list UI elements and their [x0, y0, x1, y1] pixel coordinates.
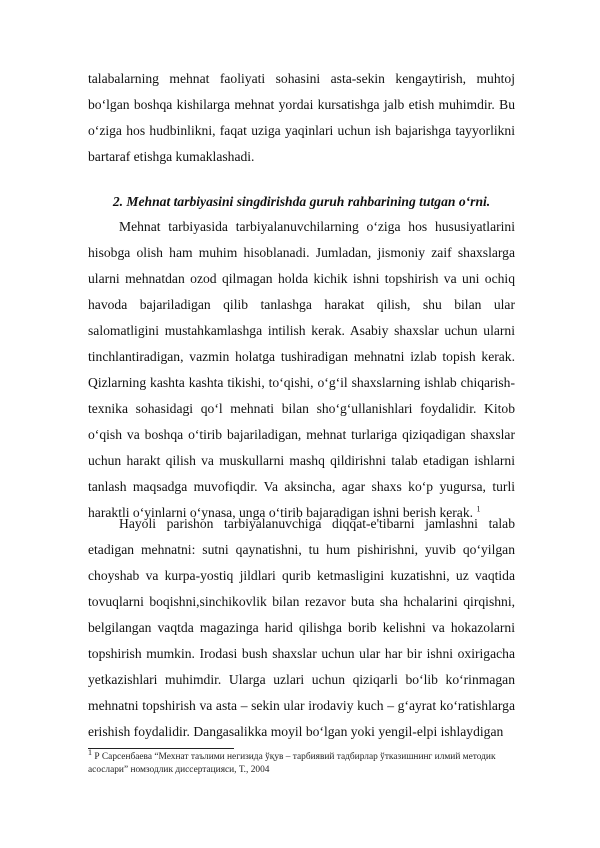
footnote: [88, 747, 515, 777]
footnote-number: 1: [88, 747, 92, 757]
paragraph-2: [88, 214, 515, 526]
footnote-text: Р Сарсенбаева “Мехнат таълими негизида ўқув – тарбиявий тадбирлар ўтказишнинг илмий методик асослари” номзодлик диссертацияси, Т., 2004: [88, 752, 496, 775]
section-heading: 2. Mehnat tarbiyasini singdirishda guruh rahbarining tutgan o‘rni.: [112, 194, 491, 209]
paragraph-3: Hayoli parishon tarbiyalanuvchiga diqqat-e'tibarni jamlashni talab etadigan mehnatni: sutni qaynatishni, tu hum pishirishni, yuvib qo‘yilgan choyshab va kurpa-yostiq jildlari qurib ketmasligini kuzatishni, uz vaqtida tovuqlarni boqishni,sinchikovlik bilan rezavor buta sha hchalarini qirqishni, belgilangan vaqtda magazinga harid qilishga borib kelishni va hokazolarni topshirish mumkin. Irodasi bush shaxslar uchun ular har bir ishni oxirigacha yetkazishlari muhimdir. Ularga uzlari uchun qiziqarli bo‘lib ko‘rinmagan mehnatni topshirish va asta – sekin ular irodaviy kuch – g‘ayrat ko‘ratishlarga erishish foydalidir. Dangasalikka moyil bo‘lgan yoki yengil-elpi ishlaydigan: [88, 516, 515, 739]
footnote-reference[interactable]: 1: [476, 504, 481, 514]
paragraph-2-text: Mehnat tarbiyasida tarbiyalanuvchilarning o‘ziga hos hususiyatlarini hisobga olish ham muhim hisoblanadi. Jumladan, jismoniy zaif shaxslarga ularni mehnatdan ozod qilmagan holda kichik ishni topshirish va uni ochiq havoda bajariladigan qilib tanlashga harakat qilish, shu bilan ular salomatligini mustahkamlashga intilish kerak. Asabiy shaxslar uchun ularni tinchlantiradigan, vazmin holatga tushiradigan mehnatni izlab topish kerak. Qizlarning kashta kashta tikishi, to‘qishi, o‘g‘il shaxslarning ishlab chiqarish- texnika sohasidagi qo‘l mehnati bilan sho‘g‘ullanishlari foydalidir. Kitob o‘qish va boshqa o‘tirib bajariladigan, mehnat turlariga qiziqadigan shaxslar uchun harakt qilish va muskullarni mashq qildirishni talab etadigan ishlarni tanlash maqsadga muvofiqdir. Va aksincha, agar shaxs ko‘p yugursa, turli haraktli o‘yinlarni o‘ynasa, unga o‘tirib bajaradigan ishni berish kerak.: [88, 219, 515, 520]
paragraph-intro: talabalarning mehnat faoliyati sohasini asta-sekin kengaytirish, muhtoj bo‘lgan boshqa kishilarga mehnat yordai kursatishga jalb etish muhimdir. Bu o‘ziga hos hudbinlikni, faqat uziga yaqinlari uchun ish bajarishga tayyorlikni bartaraf etishga kumaklashadi.: [88, 71, 515, 164]
footnote-separator: [88, 748, 234, 749]
